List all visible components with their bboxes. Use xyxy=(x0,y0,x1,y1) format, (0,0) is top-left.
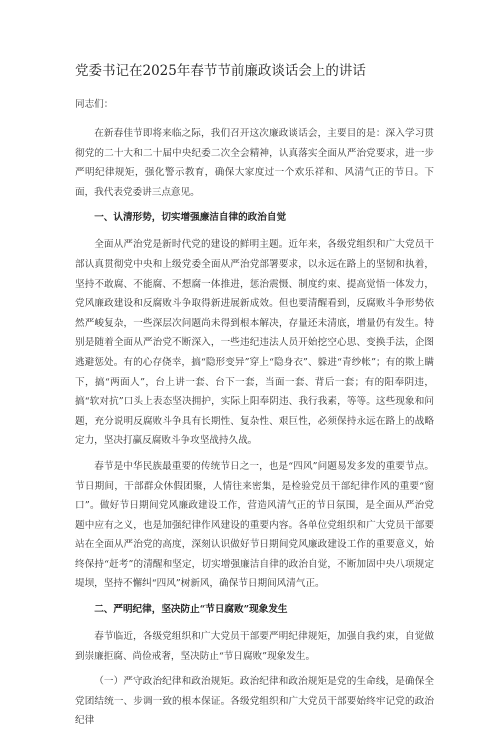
greeting: 同志们： xyxy=(75,99,114,110)
section-1-paragraph-2: 春节是中华民族最重要的传统节日之一，也是“四风”问题易发多发的重要节点。节日期间，干部群众休假团聚，人情往来密集，是检验党员干部纪律作风的重要“窗口”。做好节日期间党风廉政建设工作，营造风清气正的节日氛围，是全面从严治党题中应有之义，也是加强纪律作风建设的重要内容。各单位党组织和广大党员干部要站在全面从严治党的高度，深刻认识做好节日期间党风廉政建设工作的重要意义，始终保持“赶考”的清醒和坚定，切实增强廉洁自律的政治自觉，不断加固中央八项规定堤坝，坚持不懈纠“四风”树新风，确保节日期间风清气正。 xyxy=(75,460,434,590)
section-2-heading: 二、严明纪律，坚决防止“节日腐败”现象发生 xyxy=(94,604,288,616)
section-2-paragraph-1: 春节临近，各级党组织和广大党员干部要严明纪律规矩，加强自我约束，自觉做到崇廉拒腐、尚俭戒奢，坚决防止“节日腐败”现象发生。 xyxy=(75,631,434,662)
section-2-paragraph-2: （一）严守政治纪律和政治规矩。政治纪律和政治规矩是党的生命线，是确保全党团结统一、步调一致的根本保证。各级党组织和广大党员干部要始终牢记党的政治纪律 xyxy=(75,676,434,727)
section-1-heading: 一、认清形势，切实增强廉洁自律的政治自觉 xyxy=(94,212,287,224)
document-title: 党委书记在2025年春节节前廉政谈话会上的讲话 xyxy=(75,63,366,79)
intro-paragraph: 在新春佳节即将来临之际，我们召开这次廉政谈话会，主要目的是：深入学习贯彻党的二十大和二十届中央纪委二次全会精神，认真落实全面从严治党要求，进一步严明纪律规矩，强化警示教育，确保大家度过一个欢乐祥和、风清气正的节日。下面，我代表党委讲三点意见。 xyxy=(75,128,434,198)
section-1-paragraph-1: 全面从严治党是新时代党的建设的鲜明主题。近年来，各级党组织和广大党员干部认真贯彻党中央和上级党委全面从严治党部署要求，以永远在路上的坚韧和执着，坚持不敢腐、不能腐、不想腐一体推进，惩治震慑、制度约束、提高觉悟一体发力，党风廉政建设和反腐败斗争取得新进展新成效。但也要清醒看到，反腐败斗争形势依然严峻复杂，一些深层次问题尚未得到根本解决，存量还未清底，增量仍有发生。特别是随着全面从严治党不断深入，一些违纪违法人员开始挖空心思、变换手法，企图逃避惩处。有的心存侥幸，搞“隐形变异”穿上“隐身衣”、躲进“青纱帐”；有的欺上瞒下，搞“两面人”，台上讲一套、台下一套，当面一套、背后一套；有的阳奉阴违，搞“软对抗”口头上表态坚决拥护，实际上阳奉阴违、我行我素，等等。这些现象和问题，充分说明反腐败斗争具有长期性、复杂性、艰巨性，必须保持永远在路上的战略定力，坚决打赢反腐败斗争攻坚战持久战。 xyxy=(75,239,434,447)
